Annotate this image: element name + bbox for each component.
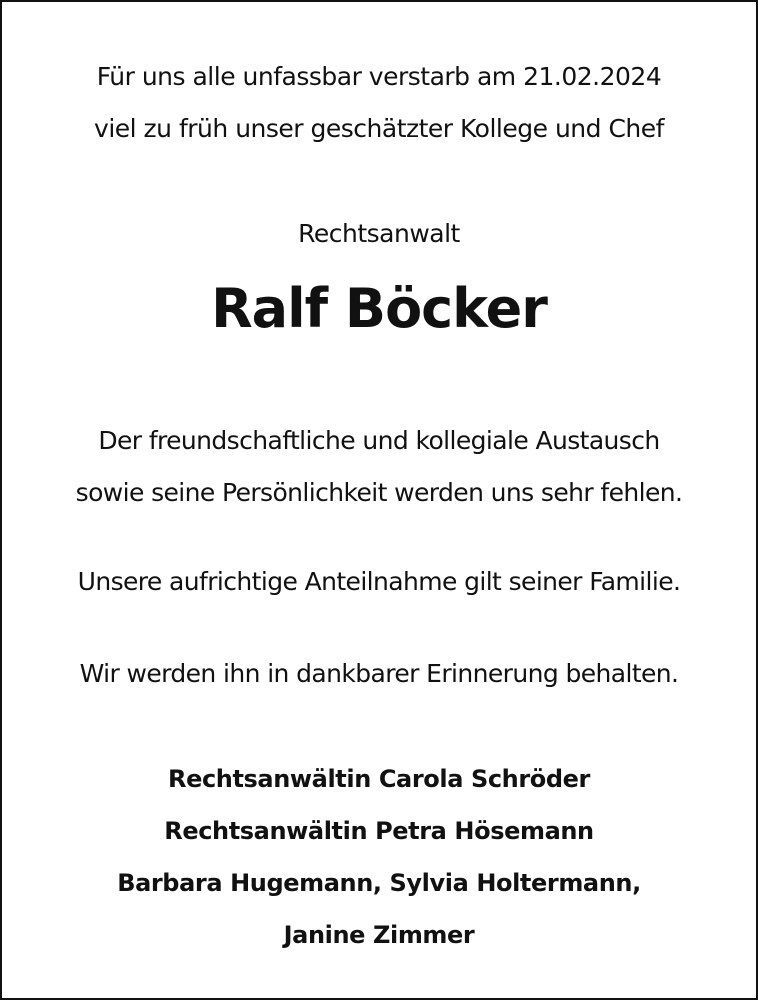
paragraph-3: Wir werden ihn in dankbarer Erinnerung behalten. <box>79 659 679 688</box>
signatory-3: Barbara Hugemann, Sylvia Holtermann, <box>117 869 641 897</box>
paragraph-2: Unsere aufrichtige Anteilnahme gilt seiner Familie. <box>77 567 681 596</box>
signatory-1: Rechtsanwältin Carola Schröder <box>168 765 590 793</box>
signatory-2: Rechtsanwältin Petra Hösemann <box>164 817 594 845</box>
intro-line-2: viel zu früh unser geschätzter Kollege und Chef <box>94 114 664 143</box>
professional-title: Rechtsanwalt <box>298 219 460 248</box>
paragraph-1-line-1: Der freundschaftliche und kollegiale Austausch <box>98 426 660 455</box>
paragraph-1-line-2: sowie seine Persönlichkeit werden uns sehr fehlen. <box>75 478 683 507</box>
deceased-name: Ralf Böcker <box>211 277 547 340</box>
intro-line-1: Für uns alle unfassbar verstarb am 21.02.2024 <box>96 62 662 91</box>
signatory-4: Janine Zimmer <box>283 921 475 949</box>
